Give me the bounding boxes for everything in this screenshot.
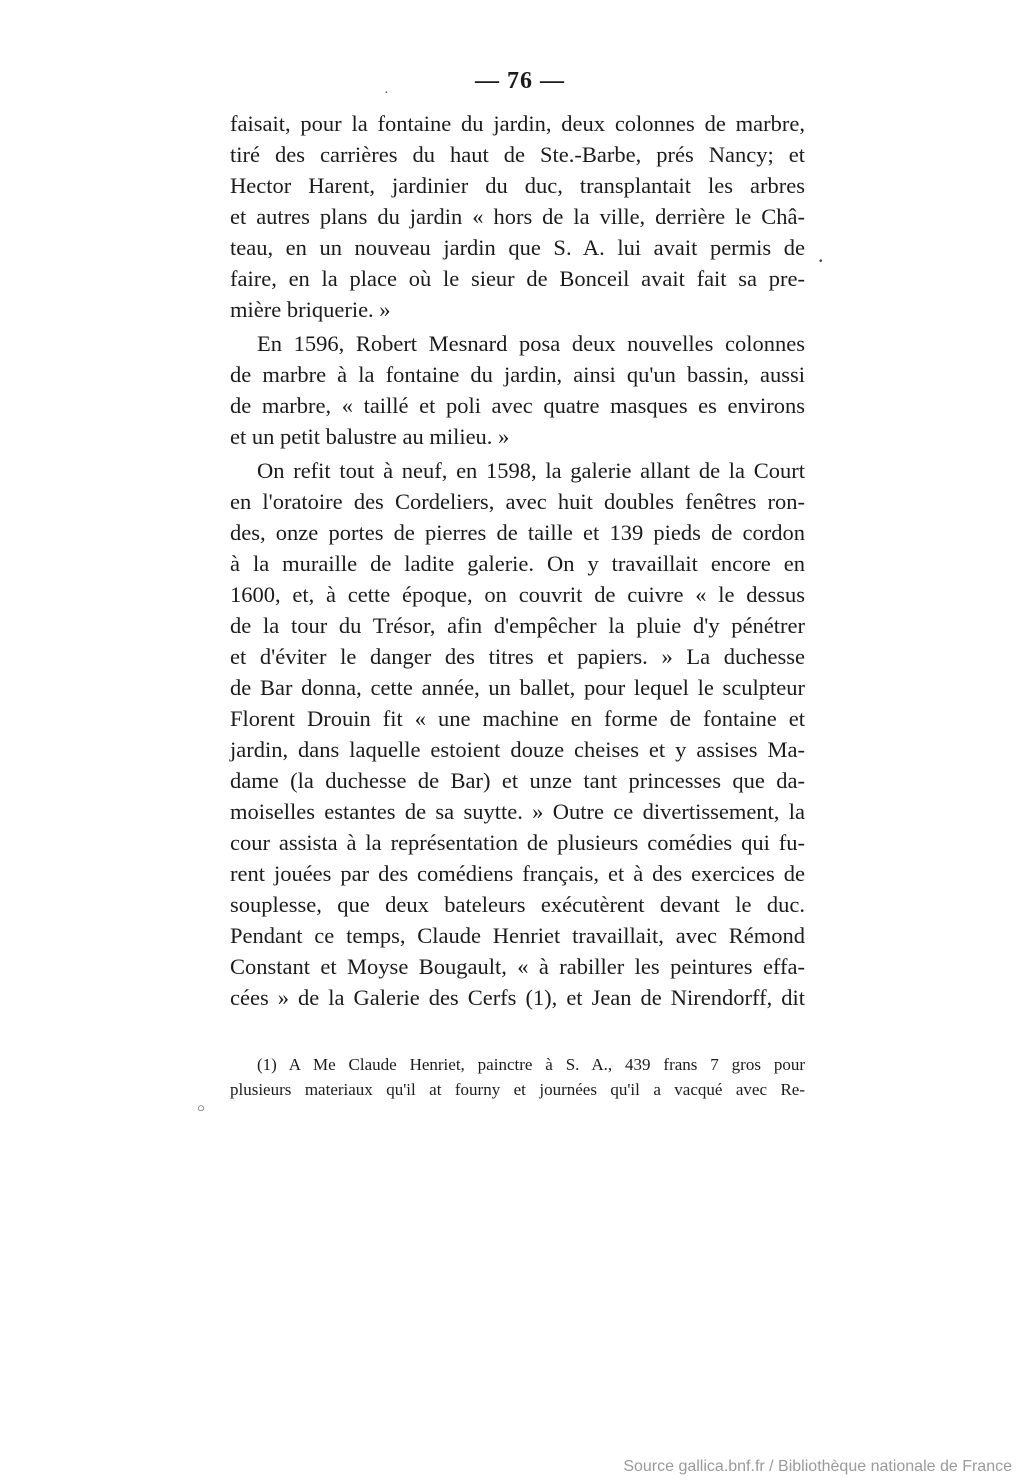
footnote-line: plusieurs materiaux qu'il at fourny et journées qu'il a vacqué avec Re- <box>230 1080 805 1099</box>
text-line: tiré des carrières du haut de Ste.-Barbe, prés Nancy; et <box>230 142 805 167</box>
text-line: moiselles estantes de sa suytte. » Outre ce divertissement, la <box>230 799 805 824</box>
text-line: des, onze portes de pierres de taille et 139 pieds de cordon <box>230 520 805 545</box>
stray-mark: · <box>384 86 389 101</box>
text-line: et un petit balustre au milieu. » <box>230 424 510 449</box>
stray-mark: ○ <box>197 1100 205 1115</box>
text-line: On refit tout à neuf, en 1598, la galerie allant de la Court <box>257 458 805 483</box>
text-line: de la tour du Trésor, afin d'empêcher la pluie d'y pénétrer <box>230 613 805 638</box>
source-credit: Source gallica.bnf.fr / Bibliothèque nationale de France <box>623 1458 1012 1475</box>
footnote-line: (1) A Me Claude Henriet, painctre à S. A., 439 frans 7 gros pour <box>257 1055 805 1074</box>
text-line: et d'éviter le danger des titres et papiers. » La duchesse <box>230 644 805 669</box>
text-line: jardin, dans laquelle estoient douze cheises et y assises Ma- <box>230 737 805 762</box>
text-line: rent jouées par des comédiens français, et à des exercices de <box>230 861 805 886</box>
text-line: faisait, pour la fontaine du jardin, deux colonnes de marbre, <box>230 111 805 136</box>
text-line: et autres plans du jardin « hors de la ville, derrière le Châ- <box>230 204 805 229</box>
text-line: cour assista à la représentation de plusieurs comédies qui fu- <box>230 830 805 855</box>
text-line: faire, en la place où le sieur de Bonceil avait fait sa pre- <box>230 266 805 291</box>
stray-mark: . <box>818 242 824 267</box>
text-line: En 1596, Robert Mesnard posa deux nouvelles colonnes <box>257 331 805 356</box>
text-line: en l'oratoire des Cordeliers, avec huit doubles fenêtres ron- <box>230 489 805 514</box>
text-line: de Bar donna, cette année, un ballet, pour lequel le sculpteur <box>230 675 805 700</box>
page-number: — 76 — <box>475 68 565 94</box>
text-line: de marbre à la fontaine du jardin, ainsi qu'un bassin, aussi <box>230 362 805 387</box>
text-line: souplesse, que deux bateleurs exécutèrent devant le duc. <box>230 892 805 917</box>
text-line: teau, en un nouveau jardin que S. A. lui avait permis de <box>230 235 805 260</box>
text-line: cées » de la Galerie des Cerfs (1), et Jean de Nirendorff, dit <box>230 985 805 1010</box>
footnote <box>230 1052 805 1102</box>
text-line: dame (la duchesse de Bar) et unze tant princesses que da- <box>230 768 805 793</box>
body-text <box>230 108 805 1013</box>
text-line: à la muraille de ladite galerie. On y travaillait encore en <box>230 551 805 576</box>
text-line: Constant et Moyse Bougault, « à rabiller les peintures effa- <box>230 954 805 979</box>
text-line: mière briquerie. » <box>230 297 391 322</box>
text-line: 1600, et, à cette époque, on couvrit de cuivre « le dessus <box>230 582 805 607</box>
text-line: Florent Drouin fit « une machine en forme de fontaine et <box>230 706 805 731</box>
text-line: Hector Harent, jardinier du duc, transplantait les arbres <box>230 173 805 198</box>
text-line: Pendant ce temps, Claude Henriet travaillait, avec Rémond <box>230 923 805 948</box>
text-line: de marbre, « taillé et poli avec quatre masques es environs <box>230 393 805 418</box>
